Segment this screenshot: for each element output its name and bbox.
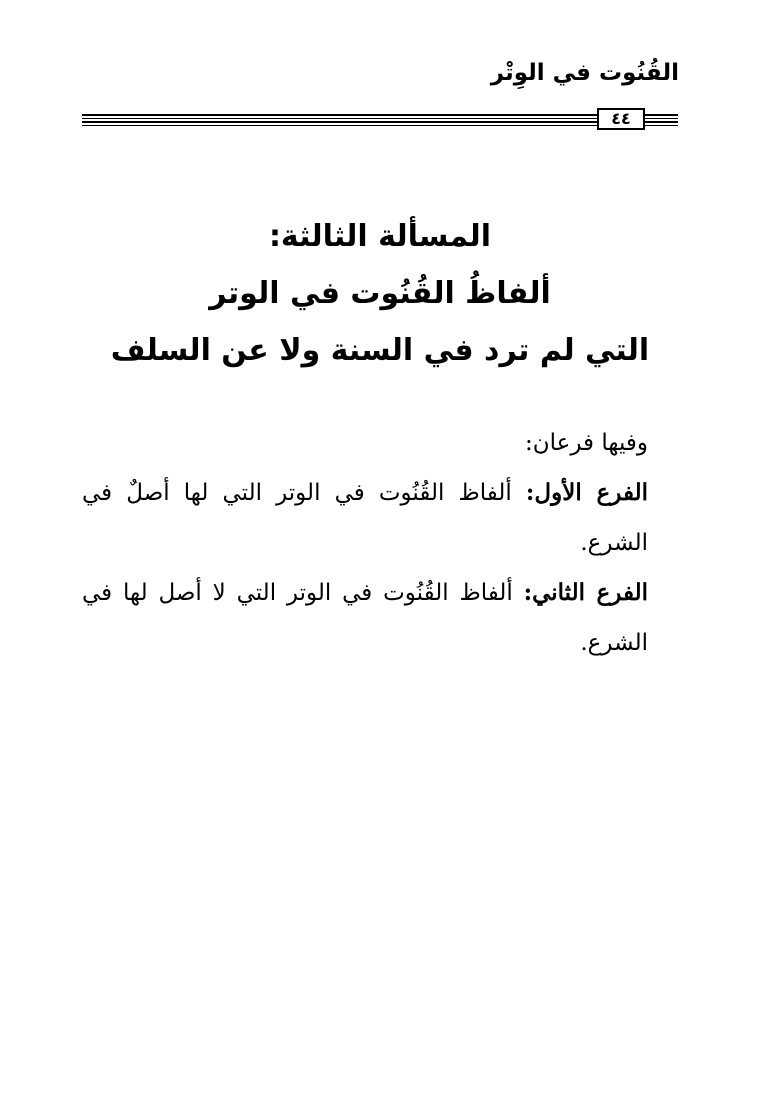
- section-heading: المسألة الثالثة:: [268, 219, 492, 254]
- header-rule: [82, 121, 678, 123]
- section-title-line-2: التي لم ترد في السنة ولا عن السلف: [110, 333, 650, 368]
- header-rule: [82, 125, 678, 126]
- page-number: ٤٤: [597, 108, 645, 130]
- branch-2-label: الفرع الثاني:: [523, 579, 648, 606]
- section-title-line-1: ألفاظُ القُنُوت في الوتر: [209, 276, 551, 311]
- header-rule: [82, 118, 678, 119]
- branch-1-label: الفرع الأول:: [525, 479, 648, 506]
- branch-1-text: ألفاظ القُنُوت في الوتر التي لها أصلٌ في الشرع.: [82, 480, 648, 556]
- branch-2-text: ألفاظ القُنُوت في الوتر التي لا أصل لها في الشرع.: [82, 580, 648, 656]
- branch-2-paragraph: [82, 568, 678, 668]
- intro-paragraph: وفيها فرعان:: [524, 430, 648, 456]
- section-titles: [82, 208, 678, 379]
- running-title: القُنُوت في الوِتْر: [490, 60, 679, 86]
- branch-1-paragraph: [82, 468, 678, 568]
- body-text: [82, 418, 678, 668]
- header-rule: [82, 114, 678, 116]
